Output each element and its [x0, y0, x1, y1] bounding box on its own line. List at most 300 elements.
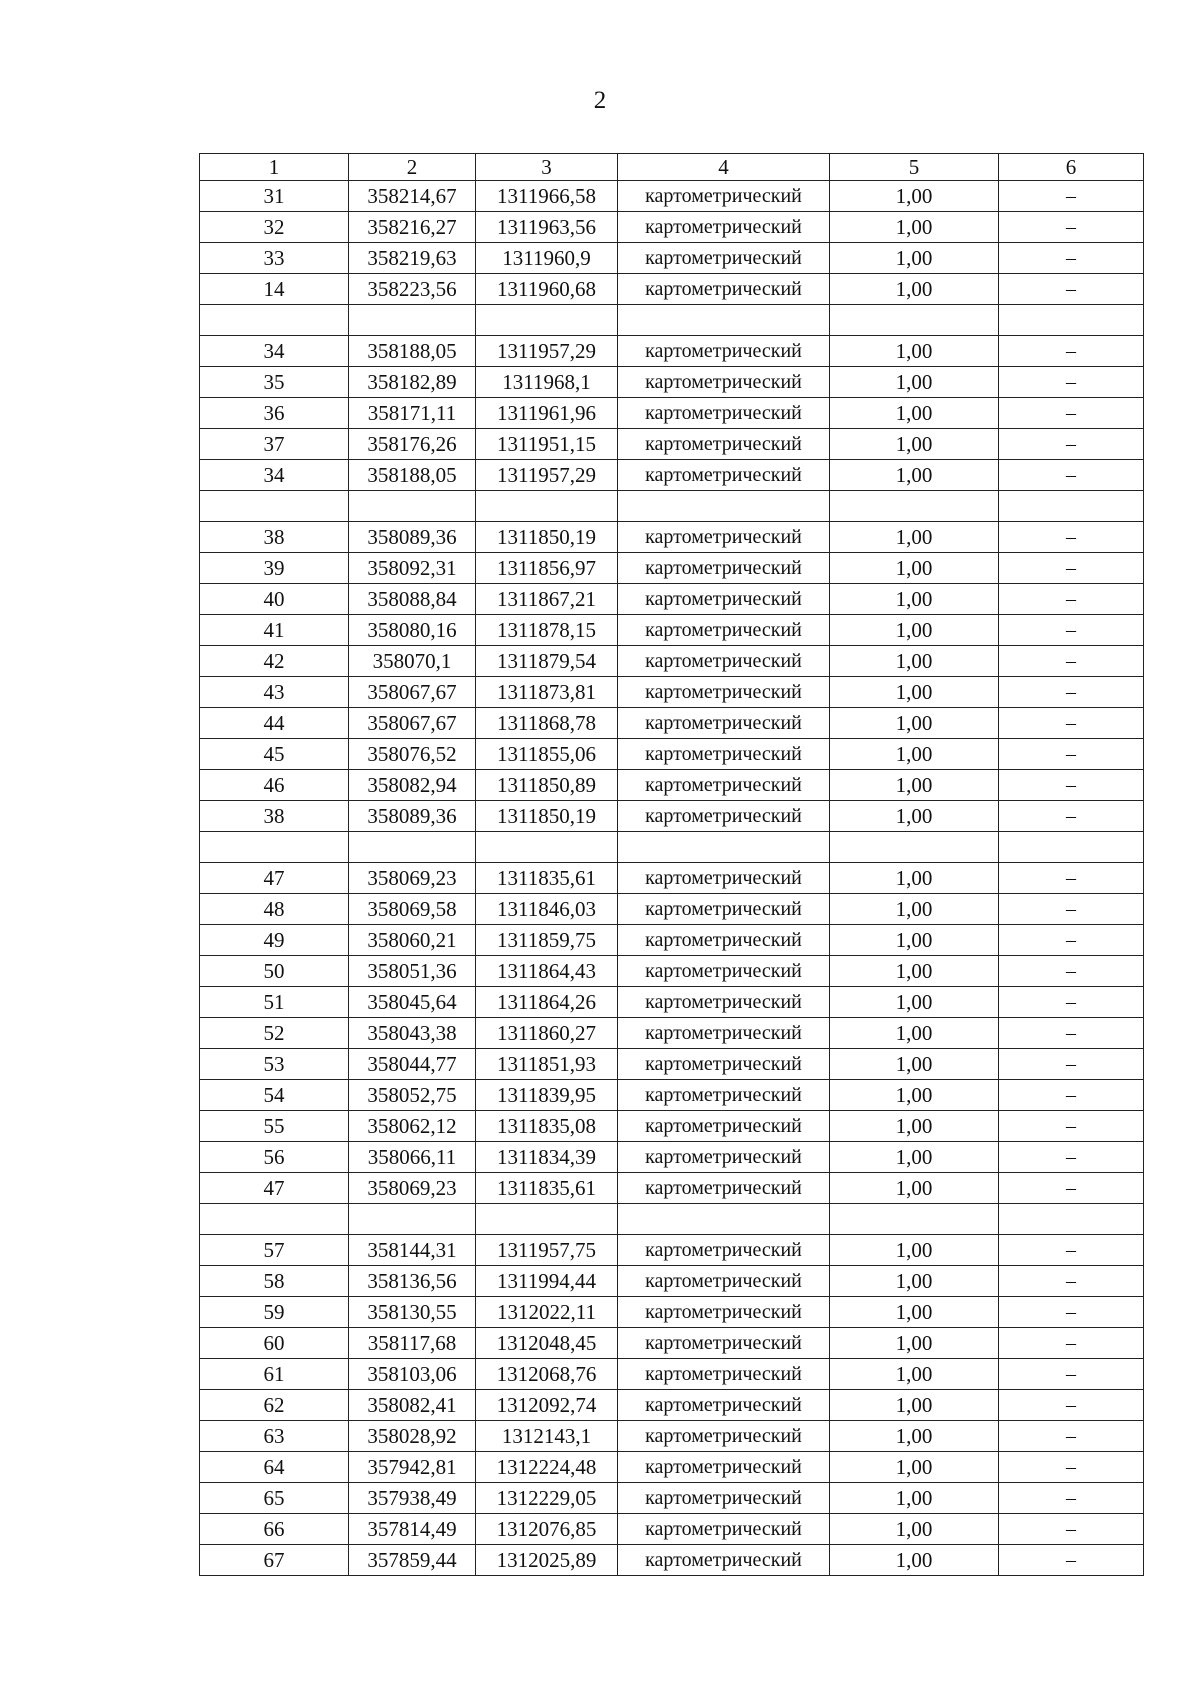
- table-row: [200, 1514, 1144, 1545]
- method-cell: картометрический: [618, 1266, 830, 1297]
- point-number-cell: 42: [200, 646, 349, 677]
- table-row: [200, 1545, 1144, 1576]
- table-row: [200, 460, 1144, 491]
- y-coordinate-cell: 1311835,61: [476, 863, 618, 894]
- accuracy-cell: 1,00: [830, 429, 999, 460]
- x-coordinate-cell: 358076,52: [349, 739, 476, 770]
- point-number-cell: 66: [200, 1514, 349, 1545]
- x-coordinate-cell: 358066,11: [349, 1142, 476, 1173]
- x-coordinate-cell: 357814,49: [349, 1514, 476, 1545]
- point-number-cell: 52: [200, 1018, 349, 1049]
- table-row: [200, 1452, 1144, 1483]
- description-cell: –: [999, 739, 1144, 770]
- x-coordinate-cell: 358130,55: [349, 1297, 476, 1328]
- point-number-cell: 50: [200, 956, 349, 987]
- point-number-cell: 55: [200, 1111, 349, 1142]
- point-number-cell: 54: [200, 1080, 349, 1111]
- method-cell: картометрический: [618, 770, 830, 801]
- description-cell: –: [999, 460, 1144, 491]
- x-coordinate-cell: 358069,23: [349, 1173, 476, 1204]
- x-coordinate-cell: 358188,05: [349, 336, 476, 367]
- accuracy-cell: 1,00: [830, 1018, 999, 1049]
- table-row: [200, 1266, 1144, 1297]
- y-coordinate-cell: 1311864,43: [476, 956, 618, 987]
- point-number-cell: 63: [200, 1421, 349, 1452]
- point-number-cell: 67: [200, 1545, 349, 1576]
- x-coordinate-cell: 358028,92: [349, 1421, 476, 1452]
- table-row: [200, 739, 1144, 770]
- description-cell: –: [999, 956, 1144, 987]
- description-cell: –: [999, 615, 1144, 646]
- method-cell: картометрический: [618, 863, 830, 894]
- table-row: [200, 336, 1144, 367]
- page-number: 2: [593, 87, 607, 114]
- x-coordinate-cell: 358214,67: [349, 181, 476, 212]
- accuracy-cell: [830, 305, 999, 336]
- x-coordinate-cell: 358188,05: [349, 460, 476, 491]
- y-coordinate-cell: 1311855,06: [476, 739, 618, 770]
- method-cell: картометрический: [618, 336, 830, 367]
- accuracy-cell: 1,00: [830, 1266, 999, 1297]
- x-coordinate-cell: 358060,21: [349, 925, 476, 956]
- table-row: [200, 1297, 1144, 1328]
- accuracy-cell: 1,00: [830, 367, 999, 398]
- table-row: [200, 1080, 1144, 1111]
- y-coordinate-cell: 1311879,54: [476, 646, 618, 677]
- method-cell: картометрический: [618, 1142, 830, 1173]
- table-row: [200, 305, 1144, 336]
- point-number-cell: 46: [200, 770, 349, 801]
- accuracy-cell: 1,00: [830, 460, 999, 491]
- table-row: [200, 863, 1144, 894]
- x-coordinate-cell: 357859,44: [349, 1545, 476, 1576]
- method-cell: картометрический: [618, 1173, 830, 1204]
- point-number-cell: 53: [200, 1049, 349, 1080]
- point-number-cell: 48: [200, 894, 349, 925]
- description-cell: –: [999, 1359, 1144, 1390]
- method-cell: картометрический: [618, 367, 830, 398]
- description-cell: –: [999, 553, 1144, 584]
- point-number-cell: 64: [200, 1452, 349, 1483]
- point-number-cell: 57: [200, 1235, 349, 1266]
- method-cell: картометрический: [618, 1452, 830, 1483]
- accuracy-cell: 1,00: [830, 1452, 999, 1483]
- x-coordinate-cell: 358089,36: [349, 801, 476, 832]
- x-coordinate-cell: 358051,36: [349, 956, 476, 987]
- point-number-cell: 61: [200, 1359, 349, 1390]
- accuracy-cell: 1,00: [830, 1421, 999, 1452]
- accuracy-cell: 1,00: [830, 398, 999, 429]
- table-row: [200, 832, 1144, 863]
- y-coordinate-cell: 1311850,19: [476, 801, 618, 832]
- method-cell: картометрический: [618, 1018, 830, 1049]
- accuracy-cell: 1,00: [830, 1359, 999, 1390]
- table-row: [200, 1390, 1144, 1421]
- description-cell: [999, 1204, 1144, 1235]
- point-number-cell: 58: [200, 1266, 349, 1297]
- description-cell: –: [999, 1452, 1144, 1483]
- accuracy-cell: 1,00: [830, 739, 999, 770]
- y-coordinate-cell: 1311850,89: [476, 770, 618, 801]
- x-coordinate-cell: 358176,26: [349, 429, 476, 460]
- table-row: [200, 708, 1144, 739]
- method-cell: картометрический: [618, 615, 830, 646]
- point-number-cell: 39: [200, 553, 349, 584]
- method-cell: картометрический: [618, 925, 830, 956]
- x-coordinate-cell: 358069,58: [349, 894, 476, 925]
- description-cell: [999, 305, 1144, 336]
- table-row: [200, 181, 1144, 212]
- accuracy-cell: 1,00: [830, 1173, 999, 1204]
- accuracy-cell: 1,00: [830, 1514, 999, 1545]
- y-coordinate-cell: 1311961,96: [476, 398, 618, 429]
- table-row: [200, 584, 1144, 615]
- description-cell: –: [999, 801, 1144, 832]
- description-cell: –: [999, 1328, 1144, 1359]
- y-coordinate-cell: 1311957,29: [476, 336, 618, 367]
- table-row: [200, 1483, 1144, 1514]
- description-cell: –: [999, 367, 1144, 398]
- method-cell: картометрический: [618, 708, 830, 739]
- point-number-cell: 47: [200, 1173, 349, 1204]
- method-cell: картометрический: [618, 212, 830, 243]
- accuracy-cell: 1,00: [830, 1328, 999, 1359]
- point-number-cell: 60: [200, 1328, 349, 1359]
- x-coordinate-cell: 358171,11: [349, 398, 476, 429]
- point-number-cell: 59: [200, 1297, 349, 1328]
- description-cell: –: [999, 1390, 1144, 1421]
- y-coordinate-cell: 1311851,93: [476, 1049, 618, 1080]
- coordinates-table: [199, 153, 1144, 1576]
- description-cell: –: [999, 987, 1144, 1018]
- method-cell: [618, 1204, 830, 1235]
- table-row: [200, 615, 1144, 646]
- y-coordinate-cell: 1311839,95: [476, 1080, 618, 1111]
- x-coordinate-cell: 358117,68: [349, 1328, 476, 1359]
- point-number-cell: 44: [200, 708, 349, 739]
- point-number-cell: 35: [200, 367, 349, 398]
- accuracy-cell: 1,00: [830, 615, 999, 646]
- x-coordinate-cell: 358182,89: [349, 367, 476, 398]
- description-cell: –: [999, 274, 1144, 305]
- point-number-cell: 62: [200, 1390, 349, 1421]
- point-number-cell: 45: [200, 739, 349, 770]
- method-cell: картометрический: [618, 1297, 830, 1328]
- column-header: 4: [618, 154, 830, 181]
- table-row: [200, 491, 1144, 522]
- x-coordinate-cell: 358216,27: [349, 212, 476, 243]
- table-row: [200, 925, 1144, 956]
- x-coordinate-cell: 358092,31: [349, 553, 476, 584]
- table-row: [200, 1142, 1144, 1173]
- point-number-cell: 38: [200, 801, 349, 832]
- description-cell: –: [999, 770, 1144, 801]
- description-cell: –: [999, 646, 1144, 677]
- x-coordinate-cell: [349, 305, 476, 336]
- x-coordinate-cell: 357938,49: [349, 1483, 476, 1514]
- x-coordinate-cell: [349, 491, 476, 522]
- description-cell: –: [999, 336, 1144, 367]
- y-coordinate-cell: 1311835,08: [476, 1111, 618, 1142]
- accuracy-cell: 1,00: [830, 1545, 999, 1576]
- description-cell: –: [999, 522, 1144, 553]
- table-row: [200, 398, 1144, 429]
- description-cell: –: [999, 1111, 1144, 1142]
- y-coordinate-cell: 1312025,89: [476, 1545, 618, 1576]
- y-coordinate-cell: 1311963,56: [476, 212, 618, 243]
- x-coordinate-cell: 357942,81: [349, 1452, 476, 1483]
- x-coordinate-cell: 358067,67: [349, 677, 476, 708]
- accuracy-cell: 1,00: [830, 1297, 999, 1328]
- table-row: [200, 1049, 1144, 1080]
- table-row: [200, 1204, 1144, 1235]
- method-cell: картометрический: [618, 1514, 830, 1545]
- description-cell: [999, 832, 1144, 863]
- accuracy-cell: 1,00: [830, 770, 999, 801]
- point-number-cell: [200, 305, 349, 336]
- method-cell: картометрический: [618, 894, 830, 925]
- description-cell: –: [999, 212, 1144, 243]
- accuracy-cell: 1,00: [830, 243, 999, 274]
- accuracy-cell: 1,00: [830, 336, 999, 367]
- table-row: [200, 274, 1144, 305]
- point-number-cell: 36: [200, 398, 349, 429]
- method-cell: картометрический: [618, 1483, 830, 1514]
- method-cell: картометрический: [618, 956, 830, 987]
- table-row: [200, 1235, 1144, 1266]
- table-row: [200, 1328, 1144, 1359]
- point-number-cell: 43: [200, 677, 349, 708]
- description-cell: –: [999, 1080, 1144, 1111]
- description-cell: –: [999, 1545, 1144, 1576]
- y-coordinate-cell: 1312092,74: [476, 1390, 618, 1421]
- description-cell: –: [999, 1297, 1144, 1328]
- description-cell: –: [999, 1421, 1144, 1452]
- method-cell: картометрический: [618, 677, 830, 708]
- y-coordinate-cell: 1311957,75: [476, 1235, 618, 1266]
- method-cell: картометрический: [618, 1359, 830, 1390]
- accuracy-cell: 1,00: [830, 522, 999, 553]
- accuracy-cell: 1,00: [830, 646, 999, 677]
- method-cell: картометрический: [618, 460, 830, 491]
- description-cell: –: [999, 243, 1144, 274]
- y-coordinate-cell: 1311878,15: [476, 615, 618, 646]
- accuracy-cell: 1,00: [830, 677, 999, 708]
- table-row: [200, 429, 1144, 460]
- accuracy-cell: 1,00: [830, 1111, 999, 1142]
- description-cell: [999, 491, 1144, 522]
- x-coordinate-cell: [349, 1204, 476, 1235]
- description-cell: –: [999, 1266, 1144, 1297]
- y-coordinate-cell: 1312068,76: [476, 1359, 618, 1390]
- point-number-cell: 51: [200, 987, 349, 1018]
- method-cell: картометрический: [618, 553, 830, 584]
- point-number-cell: 56: [200, 1142, 349, 1173]
- method-cell: картометрический: [618, 274, 830, 305]
- x-coordinate-cell: 358044,77: [349, 1049, 476, 1080]
- accuracy-cell: 1,00: [830, 1483, 999, 1514]
- method-cell: картометрический: [618, 584, 830, 615]
- y-coordinate-cell: 1311859,75: [476, 925, 618, 956]
- table-header: [200, 154, 1144, 181]
- table-row: [200, 1111, 1144, 1142]
- table-row: [200, 212, 1144, 243]
- y-coordinate-cell: 1311960,68: [476, 274, 618, 305]
- method-cell: картометрический: [618, 1421, 830, 1452]
- method-cell: картометрический: [618, 1545, 830, 1576]
- method-cell: [618, 491, 830, 522]
- x-coordinate-cell: 358136,56: [349, 1266, 476, 1297]
- point-number-cell: [200, 832, 349, 863]
- y-coordinate-cell: 1312229,05: [476, 1483, 618, 1514]
- column-header: 5: [830, 154, 999, 181]
- accuracy-cell: 1,00: [830, 801, 999, 832]
- description-cell: –: [999, 584, 1144, 615]
- description-cell: –: [999, 1018, 1144, 1049]
- table-row: [200, 367, 1144, 398]
- y-coordinate-cell: [476, 305, 618, 336]
- y-coordinate-cell: 1311957,29: [476, 460, 618, 491]
- y-coordinate-cell: 1311846,03: [476, 894, 618, 925]
- accuracy-cell: 1,00: [830, 181, 999, 212]
- description-cell: –: [999, 181, 1144, 212]
- x-coordinate-cell: 358080,16: [349, 615, 476, 646]
- x-coordinate-cell: 358062,12: [349, 1111, 476, 1142]
- point-number-cell: 41: [200, 615, 349, 646]
- table-row: [200, 956, 1144, 987]
- method-cell: картометрический: [618, 243, 830, 274]
- y-coordinate-cell: 1311968,1: [476, 367, 618, 398]
- y-coordinate-cell: 1311867,21: [476, 584, 618, 615]
- method-cell: картометрический: [618, 646, 830, 677]
- table-row: [200, 677, 1144, 708]
- table-row: [200, 894, 1144, 925]
- point-number-cell: 38: [200, 522, 349, 553]
- y-coordinate-cell: 1311834,39: [476, 1142, 618, 1173]
- description-cell: –: [999, 1235, 1144, 1266]
- method-cell: картометрический: [618, 801, 830, 832]
- y-coordinate-cell: 1311994,44: [476, 1266, 618, 1297]
- description-cell: –: [999, 1049, 1144, 1080]
- y-coordinate-cell: 1311856,97: [476, 553, 618, 584]
- accuracy-cell: 1,00: [830, 863, 999, 894]
- point-number-cell: 31: [200, 181, 349, 212]
- x-coordinate-cell: 358067,67: [349, 708, 476, 739]
- x-coordinate-cell: 358043,38: [349, 1018, 476, 1049]
- x-coordinate-cell: 358082,94: [349, 770, 476, 801]
- y-coordinate-cell: 1311835,61: [476, 1173, 618, 1204]
- accuracy-cell: 1,00: [830, 956, 999, 987]
- method-cell: картометрический: [618, 987, 830, 1018]
- point-number-cell: 40: [200, 584, 349, 615]
- method-cell: картометрический: [618, 181, 830, 212]
- table-body: [200, 181, 1144, 1576]
- point-number-cell: [200, 1204, 349, 1235]
- x-coordinate-cell: 358088,84: [349, 584, 476, 615]
- y-coordinate-cell: 1312224,48: [476, 1452, 618, 1483]
- accuracy-cell: 1,00: [830, 584, 999, 615]
- y-coordinate-cell: 1311960,9: [476, 243, 618, 274]
- x-coordinate-cell: 358045,64: [349, 987, 476, 1018]
- table-row: [200, 243, 1144, 274]
- accuracy-cell: 1,00: [830, 894, 999, 925]
- y-coordinate-cell: 1311850,19: [476, 522, 618, 553]
- y-coordinate-cell: 1311864,26: [476, 987, 618, 1018]
- y-coordinate-cell: 1312076,85: [476, 1514, 618, 1545]
- x-coordinate-cell: 358089,36: [349, 522, 476, 553]
- y-coordinate-cell: [476, 1204, 618, 1235]
- y-coordinate-cell: 1312048,45: [476, 1328, 618, 1359]
- accuracy-cell: 1,00: [830, 1080, 999, 1111]
- accuracy-cell: 1,00: [830, 1142, 999, 1173]
- y-coordinate-cell: [476, 491, 618, 522]
- point-number-cell: 33: [200, 243, 349, 274]
- column-header: 3: [476, 154, 618, 181]
- x-coordinate-cell: 358052,75: [349, 1080, 476, 1111]
- point-number-cell: 34: [200, 336, 349, 367]
- y-coordinate-cell: 1311860,27: [476, 1018, 618, 1049]
- table-row: [200, 987, 1144, 1018]
- accuracy-cell: [830, 832, 999, 863]
- method-cell: картометрический: [618, 429, 830, 460]
- y-coordinate-cell: 1312143,1: [476, 1421, 618, 1452]
- accuracy-cell: [830, 491, 999, 522]
- method-cell: картометрический: [618, 1049, 830, 1080]
- accuracy-cell: [830, 1204, 999, 1235]
- table-row: [200, 801, 1144, 832]
- method-cell: картометрический: [618, 398, 830, 429]
- accuracy-cell: 1,00: [830, 212, 999, 243]
- description-cell: –: [999, 894, 1144, 925]
- description-cell: –: [999, 1173, 1144, 1204]
- description-cell: –: [999, 398, 1144, 429]
- y-coordinate-cell: 1311966,58: [476, 181, 618, 212]
- table-row: [200, 1359, 1144, 1390]
- accuracy-cell: 1,00: [830, 1235, 999, 1266]
- accuracy-cell: 1,00: [830, 274, 999, 305]
- x-coordinate-cell: 358082,41: [349, 1390, 476, 1421]
- method-cell: картометрический: [618, 1111, 830, 1142]
- description-cell: –: [999, 1514, 1144, 1545]
- x-coordinate-cell: 358219,63: [349, 243, 476, 274]
- description-cell: –: [999, 1483, 1144, 1514]
- accuracy-cell: 1,00: [830, 553, 999, 584]
- x-coordinate-cell: 358103,06: [349, 1359, 476, 1390]
- x-coordinate-cell: [349, 832, 476, 863]
- accuracy-cell: 1,00: [830, 1049, 999, 1080]
- description-cell: –: [999, 429, 1144, 460]
- x-coordinate-cell: 358144,31: [349, 1235, 476, 1266]
- description-cell: –: [999, 1142, 1144, 1173]
- y-coordinate-cell: 1311873,81: [476, 677, 618, 708]
- y-coordinate-cell: [476, 832, 618, 863]
- point-number-cell: 49: [200, 925, 349, 956]
- column-header: 2: [349, 154, 476, 181]
- accuracy-cell: 1,00: [830, 1390, 999, 1421]
- point-number-cell: 14: [200, 274, 349, 305]
- method-cell: картометрический: [618, 522, 830, 553]
- accuracy-cell: 1,00: [830, 987, 999, 1018]
- description-cell: –: [999, 863, 1144, 894]
- header-row: [200, 154, 1144, 181]
- table-row: [200, 522, 1144, 553]
- method-cell: картометрический: [618, 1080, 830, 1111]
- table-row: [200, 1421, 1144, 1452]
- table-row: [200, 553, 1144, 584]
- column-header: 6: [999, 154, 1144, 181]
- description-cell: –: [999, 677, 1144, 708]
- table-row: [200, 770, 1144, 801]
